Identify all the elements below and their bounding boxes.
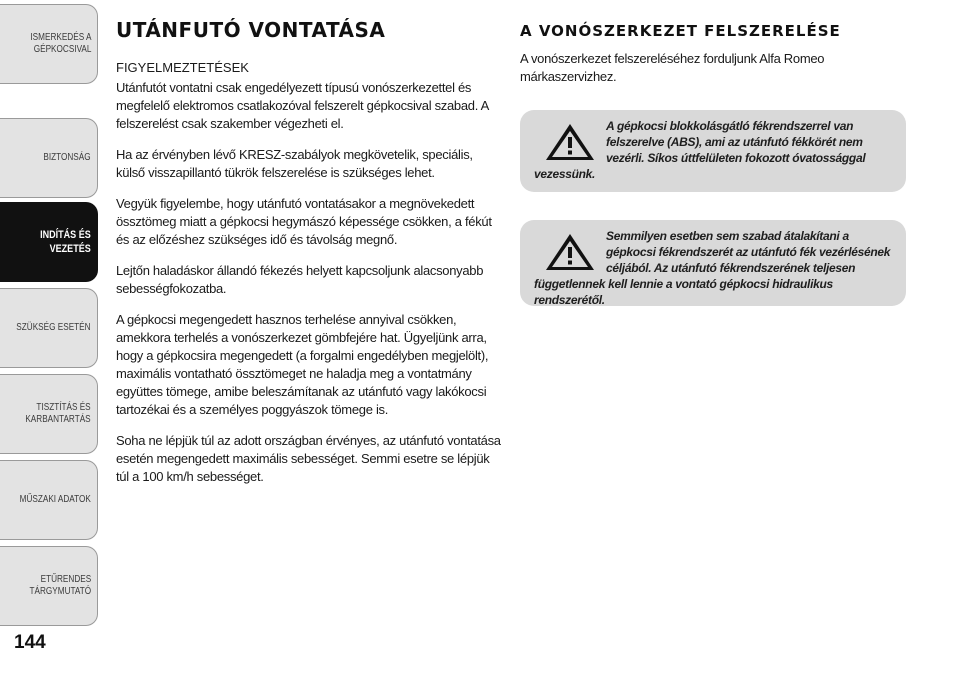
section-title: UTÁNFUTÓ VONTATÁSA bbox=[116, 18, 386, 42]
tab-tisztitas[interactable] bbox=[0, 374, 98, 454]
tab-label: SZÜKSÉG ESETÉN bbox=[16, 322, 91, 333]
tab-muszaki-adatok[interactable] bbox=[0, 460, 98, 540]
tab-szukseg-eseten[interactable] bbox=[0, 288, 98, 368]
paragraph: A gépkocsi megengedett hasznos terhelése annyival csökken, amekkora terhelés a vonószerkezet gömbfejére hat. Ügyeljünk arra, hogy a gépkocsira megengedett (a forgalmi engedélyben megjelölt), maximális vontatható össztömeget ne haladja meg a vontatmány együttes tömege, amibe beleszámítanak az utánfutó vagy lakókocsi tartozékai és a személyes poggyászok tömege is. bbox=[116, 312, 489, 417]
paragraph: Lejtőn haladáskor állandó fékezés helyett kapcsoljunk alacsonyabb sebességfokozatba. bbox=[116, 263, 484, 296]
tab-biztonsag[interactable] bbox=[0, 118, 98, 198]
paragraph: Soha ne lépjük túl az adott országban érvényes, az utánfutó vontatása esetén megengedett maximális sebességet. Semmi esetre se lépjük túl a 100 km/h sebességet. bbox=[116, 433, 501, 484]
warning-triangle-icon bbox=[544, 122, 596, 162]
warning-box-brake bbox=[520, 220, 906, 306]
warning-box-abs bbox=[520, 110, 906, 192]
paragraph: Vegyük figyelembe, hogy utánfutó vontatásakor a megnövekedett össztömeg miatt a gépkocsi hegymászó képessége csökken, a fékút és az előzéshez szükséges idő és távolság megnő. bbox=[116, 196, 492, 247]
tab-label: INDÍTÁS ÉS VEZETÉS bbox=[40, 229, 91, 255]
tab-label: ISMERKEDÉS A GÉPKOCSIVAL bbox=[29, 32, 91, 55]
tow-hitch-section bbox=[520, 22, 908, 99]
tab-label: BIZTONSÁG bbox=[43, 152, 91, 163]
tab-targymutato[interactable] bbox=[0, 546, 98, 626]
tab-inditas-es-vezetes[interactable] bbox=[0, 202, 98, 282]
tab-label: TISZTÍTÁS ÉS KARBANTARTÁS bbox=[25, 402, 91, 425]
section-title: A VONÓSZERKEZET FELSZERELÉSE bbox=[520, 22, 841, 40]
intro-paragraph: A vonószerkezet felszereléséhez forduljunk Alfa Romeo márkaszervizhez. bbox=[520, 51, 825, 84]
tab-label: MŰSZAKI ADATOK bbox=[19, 494, 91, 505]
page-number: 144 bbox=[14, 632, 46, 653]
warning-text: A gépkocsi blokkolásgátló fékrendszerrel van felszerelve (ABS), ami az utánfutó fékkörét nem vezérli. Síkos úttfelületen fokozott óvatossággal vezessünk. bbox=[534, 119, 866, 181]
chapter-tabs bbox=[0, 0, 100, 686]
towing-section bbox=[116, 18, 502, 499]
warning-triangle-icon bbox=[544, 232, 596, 272]
warning-text: Semmilyen esetben sem szabad átalakítani a gépkocsi fékrendszerét az utánfutó fék vezérlésének céljából. Az utánfutó fékrendszerének teljesen függetlennek kell lennie a vontató gépkocsi hidraulikus rendszerétől. bbox=[534, 229, 891, 306]
paragraph: Utánfutót vontatni csak engedélyezett típusú vonószerkezettel és megfelelő elektromos csatlakozóval felszerelt gépkocsival szabad. A felszerelést csak szakember végezheti el. bbox=[116, 80, 489, 131]
tab-ismerkedes[interactable] bbox=[0, 4, 98, 84]
tab-label: ETŰRENDES TÁRGYMUTATÓ bbox=[29, 574, 91, 597]
warnings-heading: FIGYELMEZTETÉSEK bbox=[116, 60, 249, 75]
paragraph: Ha az érvényben lévő KRESZ-szabályok megkövetelik, speciális, külső visszapillantó tükrök felszerelése is szükséges lehet. bbox=[116, 147, 473, 180]
